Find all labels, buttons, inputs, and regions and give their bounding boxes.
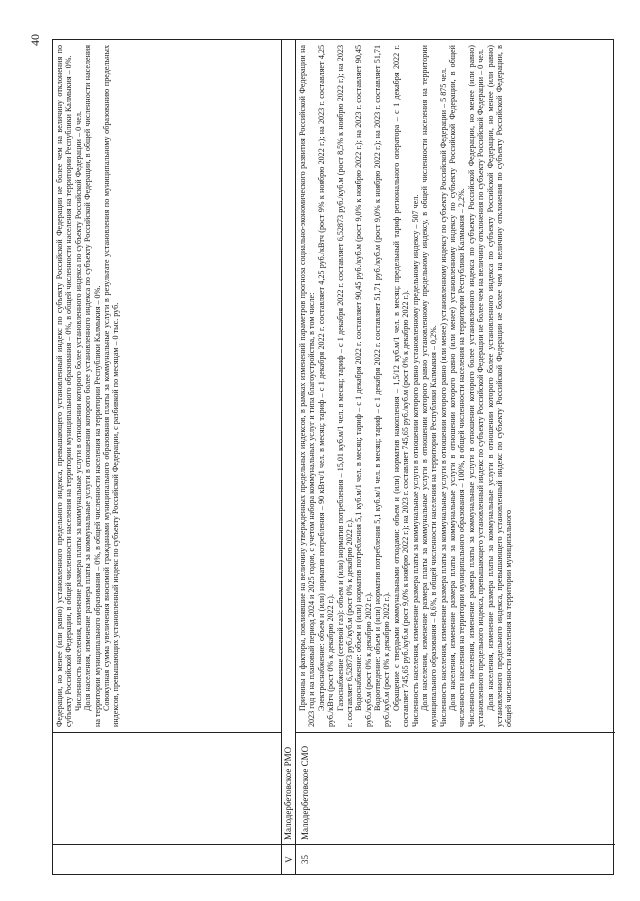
description-cell	[296, 40, 615, 732]
row-number-cell	[53, 844, 281, 874]
description-cell	[53, 40, 281, 732]
table-row-continued	[53, 40, 281, 874]
paragraph: Водоснабжение: объем и (или) норматив потребления 5,1 куб.м/1 чел. в месяц; тариф – с 1 декабря 2022 г. составляет 90,45 руб./куб.м (рост 9,0% к ноябрю 2022 г.); на 2023 г. составляет 90,45 руб./куб.м (рост 0% к декабрю 2022 г.).	[354, 45, 373, 727]
table-row	[295, 40, 615, 874]
paragraph: Совокупная сумма увеличения вносимой гражданами муниципального образования платы за коммунальные услуги в результате установления по муниципальному образованию предельных индексов, превышающих установленный индекс по субъекту Российской Федерации, с разбивкой по месяцам – 0 тыс. руб.	[101, 45, 121, 727]
paragraph: Численность населения, изменение размера платы за коммунальные услуги в отношении которого более установленного индекса по субъекту Российской Федерации – 0 чел.	[73, 111, 83, 711]
section-row	[281, 40, 295, 874]
paragraph: Доля населения, изменение размера платы за коммунальные услуги в отношении которого равно (или менее) установленному индексу по субъекту Российской Федерации, в общей численности населения на территории муниципального образования – 100%, в общей численности населения на территории Республики Калмыкия – 2,2%.	[448, 45, 467, 727]
paragraph: Федерации, но менее (или равно) установленного предельного индекса, превышающего установленный индекс по субъекту Российской Федерации не более чем на величину отклонения по субъекту Российской Федерации, в общей численности населения на территории муниципального образования – 0%, в общей численности населения на территории Республики Калмыкия – 0%.	[55, 45, 74, 727]
paragraph: Численность населения, изменение размера платы за коммунальные услуги в отношении которого равно (или менее) установленному индексу по субъекту Российской Федерации – 5 875 чел.	[438, 67, 448, 727]
municipality-name: Малодербетовское СМО	[296, 732, 615, 844]
paragraph: Обращение с твердыми коммунальными отходами: объем и (или) норматив накопления – 1,5/12 куб.м/1 чел. в месяц; предельный тариф регионального оператора – с 1 декабря 2022 г. составляет 745,65 руб./куб.м (рост 9,0% к ноябрю 2022 г.); на 2023 г. составляет 745,65 руб./куб.м (рост 0% к декабрю 2022 г.).	[391, 45, 411, 727]
page-number: 40	[28, 34, 42, 46]
paragraph: Численность населения, изменение размера платы за коммунальные услуги в отношении которого равно установленному предельному индексу – 507 чел.	[410, 194, 420, 727]
paragraph: Доля населения, изменение размера платы за коммунальные услуги в отношении которого более установленного индекса по субъекту Российской Федерации, но менее (или равно) установленного предельного индекса, превышающего установленный индекс по субъекту Российской Федерации не более чем на величину отклонения по субъекту Российской Федерации, в общей численности населения на территории муниципального	[485, 45, 514, 727]
paragraph: Электроснабжение: объем и (или) норматив потребления – 90 кВтч/1 чел. в месяц; тариф – с 1 декабря 2022 г. составляет 4,25 руб./кВтч (рост 9% к ноябрю 2022 г.); на 2023 г. составляет 4,25 руб./кВтч (рост 0% к декабрю 2022 г.).	[316, 45, 336, 727]
row-number-cell: 35	[296, 844, 615, 874]
section-label: Малодербетовское РМО	[283, 746, 293, 840]
paragraph: Причины и факторы, повлиявшие на величину утвержденных предельных индексов, в рамках изменений параметров прогноза социально-экономического развития Российской Федерации на 2023 год и на плановый период 2024 и 2025 годов, с учетом набора коммунальных услуг и типа благоустройства, в том числе:	[298, 45, 317, 727]
section-number-cell: V	[282, 844, 295, 874]
paragraph: Доля населения, изменение размера платы за коммунальные услуги в отношении которого более установленного индекса по субъекту Российской Федерации, в общей численности населения на территории муниципального образования – 0%, в общей численности населения на территории Республики Калмыкия – 0%.	[83, 45, 102, 727]
paragraph: Водоотведение: объем и (или) норматив потребления 5,1 куб.м/1 чел. в месяц; тариф – с 1 декабря 2022 г. составляет 51,71 руб./куб.м (рост 9,0% к ноябрю 2022 г.); на 2023 г. составляет 51,71 руб./куб.м (рост 0% к декабрю 2022 г.).	[373, 45, 392, 727]
paragraph: Газоснабжение (сетевой газ): объем и (или) норматив потребления – 15,01 куб.м/1 чел. в месяц; тариф – с 1 декабря 2022 г. составляет 6,52873 руб./куб.м (рост 8,5% к ноябрю 2022 г.); на 2023 г. составляет 6,52873 руб./куб.м (рост 0% к декабрю 2022 г.).	[335, 45, 354, 727]
municipality-cell	[53, 732, 281, 844]
paragraph: Доля населения, изменение размера платы за коммунальные услуги в отношении которого равно установленному предельному индексу, в общей численности населения на территории муниципального образования – 8,6%, в общей численности населения на территории Республики Калмыкия – 0,2%.	[419, 45, 439, 727]
paragraph: Численность населения, изменение размера платы за коммунальные услуги в отношении которого более установленного индекса по субъекту Российской Федерации, но менее (или равно) установленного предельного индекса, превышающего установленный индекс по субъекту Российской Федерации не более чем на величину отклонения по субъекту Российской Федерации – 0 чел.	[466, 45, 486, 727]
document-table	[52, 39, 614, 875]
